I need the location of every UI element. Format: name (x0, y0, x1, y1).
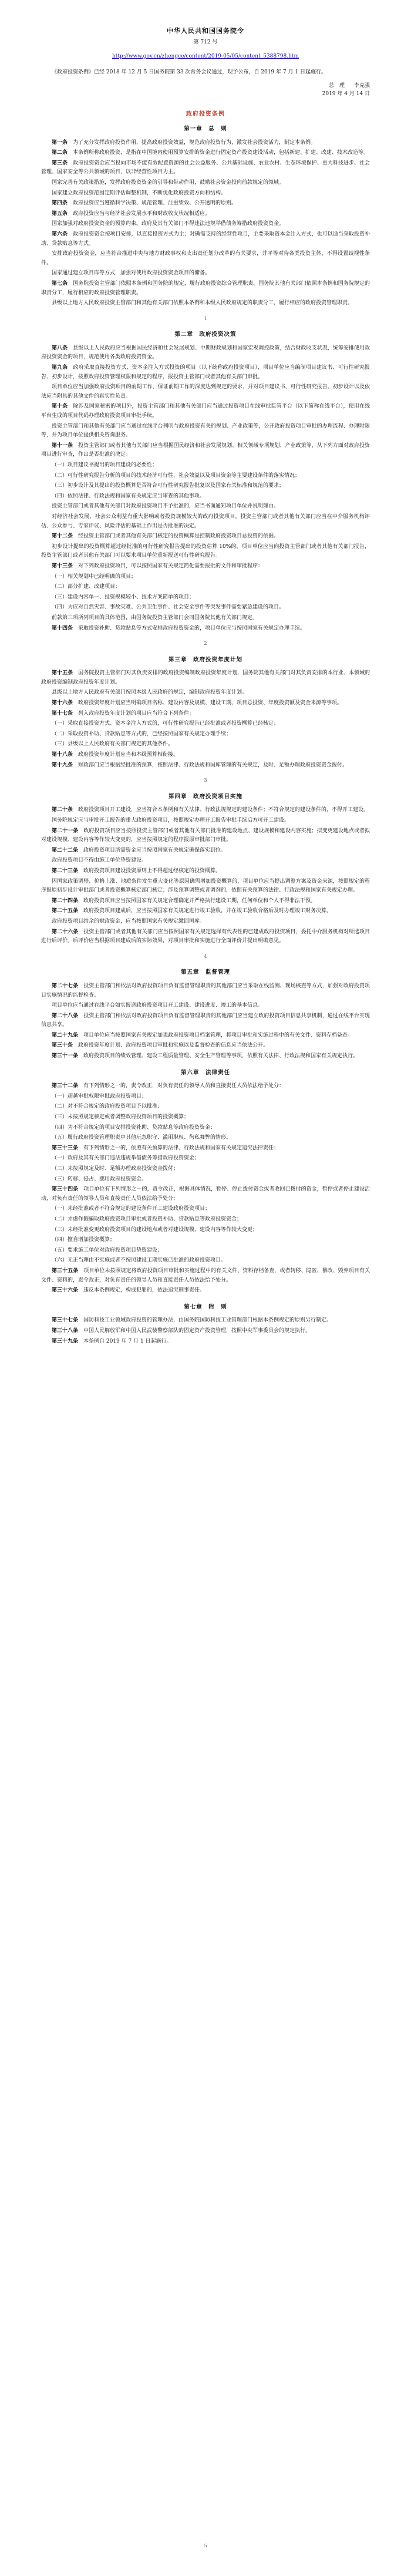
article-text: 项目单位未按照规定将政府投资项目审批和实施过程中的有关文件、资料存档备查，或者转移、隐匿、篡改、毁弃项目有关文件、资料的，责令改正，对负有责任的领导人员和直接责任人员依法给予处分。 (41, 1267, 370, 1283)
article-text: 项目单位应当按照国家有关规定加强政府投资项目档案管理，将项目审批和实施过程中的有关文件、资料存档备查。 (83, 1032, 353, 1038)
list-item (41, 1113, 370, 1122)
article-number: 第二十四条 (52, 897, 84, 904)
article-paragraph (41, 897, 370, 906)
article-text: （一）超越审批权限审批政府投资项目； (52, 1093, 147, 1099)
article-paragraph (41, 1082, 370, 1091)
article-number: 第三十六条 (52, 1287, 84, 1294)
article-text: 政府投资项目不得由施工单位垫资建设。 (52, 857, 147, 864)
list-item (41, 472, 370, 481)
article-text: （一）相关规划中已经明确的项目； (52, 573, 137, 580)
article-number: 第二十八条 (52, 1013, 84, 1019)
article-number: 第二十六条 (52, 929, 84, 935)
article-number: 第三十四条 (52, 1186, 84, 1193)
article-text: 国务院规定应当审批开工报告的重大政府投资项目，按照规定办理开工报告审批手续后方可开工建设。 (52, 818, 290, 823)
article-number: 第三十三条 (52, 1145, 84, 1151)
article-number: 第七条 (52, 280, 73, 287)
article-text: （三）县级以上人民政府有关部门规定的其他条件。 (52, 741, 174, 748)
document-body (41, 125, 370, 1346)
list-item (41, 1134, 370, 1143)
article-number: 第三十八条 (52, 1327, 84, 1334)
article-number: 第二十五条 (52, 908, 84, 914)
article-text: 列入政府投资年度计划的项目应当符合下列条件： (78, 710, 195, 717)
article-paragraph (41, 442, 370, 460)
list-item (41, 1205, 370, 1214)
article-paragraph (41, 220, 370, 229)
list-item (41, 1175, 370, 1185)
article-text: 经投资主管部门或者其他有关部门核定的投资概算是控制政府投资项目总投资的依据。 (78, 533, 279, 540)
article-text: 县级以上地方人民政府有关部门按照本级人民政府的规定，编制政府投资年度计划。 (52, 690, 248, 696)
article-text: （二）可行性研究报告分析的项目的技术经济可行性、社会效益以及项目资金等主要建设条件的落实情况； (52, 472, 301, 479)
article-paragraph (41, 502, 370, 512)
article-paragraph (41, 1267, 370, 1285)
article-text: 政府投资项目的绩效管理、建设工程质量管理、安全生产管理等事项，依照有关法律、行政法规和国家有关规定执行。 (83, 1053, 359, 1060)
article-text: 项目单位有下列情形之一的，责令改正，根据具体情况，暂停、停止拨付资金或者收回已拨付的资金，暂停或者停止建设活动，对负有责任的领导人员和直接责任人员依法给予处分： (41, 1186, 370, 1202)
article-number: 第二十条 (52, 807, 79, 813)
article-number: 第二条 (52, 150, 73, 156)
list-item (41, 719, 370, 729)
article-paragraph (41, 1001, 370, 1011)
article-number: 第三十七条 (52, 1317, 84, 1324)
article-text: （四）擅自增加投资概算； (52, 1237, 116, 1243)
article-number: 第三条 (52, 160, 73, 166)
chapter-heading: 第四章 政府投资项目实施 (168, 793, 242, 800)
article-text: （三）未经批准变更政府投资项目的建设地点或者对建设规模、建设内容等作较大变更； (52, 1226, 258, 1233)
article-text: （三）初步设计及其提出的投资概算是否符合可行性研究报告批复以及国家有关标准和规范的要求； (52, 483, 285, 489)
article-number: 第十六条 (52, 700, 79, 707)
signer-role: 总 理 (328, 83, 345, 89)
article-paragraph (41, 250, 370, 268)
article-paragraph (41, 210, 370, 219)
header (0, 0, 411, 60)
article-number: 第三十条 (52, 1042, 79, 1049)
article-paragraph (41, 230, 370, 248)
chapter-heading: 第五章 监督管理 (180, 969, 230, 976)
list-item (41, 1102, 370, 1112)
list-item (41, 740, 370, 749)
article-text: 投资主管部门或者其他有关部门对政府投资项目不予批准的，应当书面通知项目单位并说明理由。 (52, 503, 279, 510)
article-number: 第十一条 (52, 442, 79, 449)
article-number: 第六条 (52, 231, 73, 237)
article-paragraph (41, 383, 370, 401)
article-text: 政府投资项目建成后，应当按照国家有关规定进行竣工验收，并在竣工验收合格后及时办理竣工财务决算。 (83, 908, 332, 914)
article-number: 第九条 (52, 365, 73, 371)
list-item (41, 492, 370, 502)
article-paragraph (41, 513, 370, 531)
article-text: （三）建设内容单一、投资规模较小、技术方案简单的项目； (52, 594, 195, 600)
article-text: （一）未经批准或者不符合规定的建设条件开工建设政府投资项目； (52, 1206, 211, 1212)
article-text: 国家完善有关政策措施，发挥政府投资资金的引导和带动作用，鼓励社会资金投向前款规定的领域。 (52, 179, 285, 186)
article-text: （三）未按照规定核定或者调整政府投资项目的投资概算； (52, 1114, 190, 1121)
article-paragraph (41, 1052, 370, 1061)
article-paragraph (41, 624, 370, 634)
article-paragraph (41, 422, 370, 440)
article-number: 第一条 (52, 139, 73, 146)
article-text: 政府投资项目所需资金应当按照国家有关规定确保落实到位。 (83, 847, 227, 853)
article-number: 第十七条 (52, 710, 79, 717)
article-paragraph (41, 149, 370, 158)
list-item (41, 1246, 370, 1256)
article-paragraph (41, 543, 370, 561)
article-text: 财政部门应当根据经批准的预算，按照法律、行政法规和国库管理的有关规定，及时、足额办理政府投资资金拨付。 (78, 762, 348, 768)
sign-date: 2019 年 4 月 14 日 (322, 91, 370, 97)
article-paragraph (41, 199, 370, 208)
article-text: 对经济社会发展、社会公众利益有重大影响或者投资规模较大的政府投资项目，投资主管部门或者其他有关部门应当在中介服务机构评估、公众参与、专家评议、风险评估的基础上作出是否批准的决定。 (41, 513, 370, 529)
article-paragraph (41, 269, 370, 278)
article-paragraph (41, 159, 370, 177)
article-number: 第十九条 (52, 762, 79, 768)
article-paragraph (41, 299, 370, 308)
article-paragraph (41, 1327, 370, 1336)
article-text: 国务院投资主管部门对其负责安排的政府投资编制政府投资年度计划，国务院其他有关部门对其负责安排的本行业、本领域的政府投资编制政府投资年度计划。 (41, 670, 370, 685)
article-text: 本条例自 2019 年 7 月 1 日起施行。 (83, 1338, 172, 1344)
list-item (41, 730, 370, 739)
article-text: （二）未按照规定及时、足额办理政府投资资金拨付； (52, 1166, 179, 1172)
article-text: 投资主管部门或者其他有关部门应当根据国民经济和社会发展规划、相关领域专项规划、产业政策等，从下列方面对政府投资项目进行审查，作出是否批准的决定： (41, 442, 370, 458)
page-number: 3 (204, 778, 207, 783)
article-paragraph (41, 669, 370, 687)
article-text: 中国人民解放军和中国人民武装警察部队的固定资产投资管理，按照中央军事委员会的规定执行。 (83, 1327, 311, 1334)
article-number: 第三十二条 (52, 1083, 84, 1089)
article-text: （四）依照法律、行政法规和国家有关规定应当审查的其他事项。 (52, 493, 206, 499)
article-paragraph (41, 806, 370, 815)
article-paragraph (41, 402, 370, 421)
article-text: 项目单位应当通过在线平台如实报送政府投资项目开工建设、建设进度、竣工的基本信息。 (52, 1003, 264, 1009)
page-number: 2 (204, 641, 207, 647)
article-paragraph (41, 614, 370, 623)
article-number: 第十条 (52, 403, 73, 410)
chapter-heading: 第一章 总 则 (184, 126, 227, 132)
article-text: 有下列情形之一的，依照有关预算的法律、行政法规和国家有关规定追究法律责任： (83, 1145, 279, 1151)
article-paragraph (41, 1031, 370, 1041)
article-text: 政府投资项目应当按照国家有关规定合理确定并严格执行建设工期，任何单位和个人不得非法干预。 (83, 897, 316, 904)
article-text: 为了充分发挥政府投资作用，提高政府投资效益，规范政府投资行为，激发社会投资活力，制定本条例。 (73, 139, 316, 146)
list-item (41, 573, 370, 582)
article-number: 第八条 (52, 345, 73, 351)
article-number: 第五条 (52, 210, 73, 217)
article-paragraph (41, 761, 370, 771)
article-paragraph (41, 877, 370, 896)
article-text: 投资主管部门或者其他有关部门应当按照国家有关规定选择有代表性的已建成政府投资项目，委托中介服务机构对所选项目进行后评价。后评价应当根据项目建成后的实际效果，对项目审批和实施进行全面评价并提出明确意见。 (41, 929, 370, 944)
article-text: 国家加强对政府投资资金的预算约束。政府及其有关部门不得违法违规举借债务筹措政府投资资金。 (52, 221, 285, 227)
article-text: 因国家政策调整、价格上涨、地质条件发生重大变化等原因确需增加投资概算的，项目单位应当提出调整方案及资金来源，按照规定的程序报原初步设计审批部门或者投资概算核定部门核定；涉及预算调整或者调剂的，依照有关预算的法律、行政法规和国家有关规定办理。 (41, 878, 370, 894)
article-text: 国家通过建立项目库等方式，加强对使用政府投资资金项目的储备。 (52, 270, 211, 277)
article-paragraph (41, 688, 370, 698)
article-paragraph (41, 1185, 370, 1203)
article-paragraph (41, 179, 370, 188)
article-text: （五）履行政府投资管理职责中其他玩忽职守、滥用职权、徇私舞弊的情形。 (52, 1135, 232, 1141)
list-item (41, 461, 370, 470)
article-paragraph (41, 699, 370, 708)
decree-number: 第 712 号 (193, 39, 218, 45)
list-item (41, 1236, 370, 1245)
article-number: 第二十九条 (52, 1032, 84, 1038)
article-text: （六）无正当理由不实施或者不按照建设工期实施已批准的政府投资项目。 (52, 1257, 227, 1264)
signer-name: 李克强 (353, 83, 370, 89)
chapter-heading: 第三章 政府投资年度计划 (168, 656, 242, 663)
article-paragraph (41, 917, 370, 927)
list-item (41, 1124, 370, 1133)
list-item (41, 1165, 370, 1174)
article-text: 政府采取直接投资方式、资本金注入方式投资的项目（以下统称政府投资项目），项目单位应当编制项目建议书、可行性研究报告、初步设计，按照政府投资管理权限和规定的程序，报投资主管部门或者其他有关部门审批。 (41, 365, 370, 380)
list-item (41, 603, 370, 613)
article-text: 县级以上地方人民政府投资主管部门和其他有关部门依照本条例和本级人民政府规定的职责分工，履行相应的政府投资管理职责。 (52, 300, 353, 307)
list-item (41, 482, 370, 491)
article-text: 有下列情形之一的，责令改正，对负有责任的领导人员和直接责任人员依法给予处分： (83, 1083, 285, 1089)
article-paragraph (41, 139, 370, 148)
article-text: 政府投资项目建设投资原则上不得超过经核定的投资概算。 (83, 867, 221, 874)
source-link[interactable]: http://www.gov.cn/zhengce/content/2019-05/05/content_5388798.htm (112, 53, 299, 59)
article-text: 政府投资应当与经济社会发展水平和财政收支状况相适应。 (73, 210, 211, 217)
article-text: 安排政府投资资金，应当符合推进中央与地方财政事权和支出责任划分改革的有关要求，并平等对待各类投资主体，不得设置歧视性条件。 (41, 251, 370, 266)
article-paragraph (41, 867, 370, 876)
article-paragraph (41, 364, 370, 382)
article-paragraph (41, 1144, 370, 1154)
article-paragraph (41, 280, 370, 298)
article-text: 政府投资年度计划、政府投资项目审批和实施以及监督检查的信息应当依法公开。 (78, 1042, 269, 1049)
article-paragraph (41, 856, 370, 866)
article-text: （二）弄虚作假骗取政府投资项目审批或者投资补助、贷款贴息等政府投资资金； (52, 1216, 242, 1222)
article-number: 第十三条 (52, 563, 79, 569)
article-paragraph (41, 189, 370, 199)
article-text: 除涉及国家秘密的项目外，投资主管部门和其他有关部门应当通过投资项目在线审批监管平台（以下简称在线平台），使用在线平台生成的项目代码办理政府投资项目审批手续。 (41, 403, 370, 419)
article-paragraph (41, 928, 370, 946)
page-number: 5 (204, 2543, 207, 2548)
article-text: 投资主管部门和依法对政府投资项目负有监督管理职责的其他部门应当采取在线监测、现场核查等方式，加强对政府投资项目实施情况的监督检查。 (41, 983, 370, 998)
list-item (41, 1092, 370, 1102)
article-number: 第三十九条 (52, 1338, 84, 1344)
article-text: 国防科技工业领域政府投资的管理办法，由国务院国防科技工业管理部门根据本条例规定的原则另行制定。 (83, 1317, 332, 1324)
article-paragraph (41, 344, 370, 362)
article-text: 投资主管部门和依法对政府投资项目负有监督管理职责的其他部门应当建立政府投资项目信息共享机制，通过在线平台实现信息共享。 (41, 1013, 370, 1028)
article-text: （五）要求施工单位对政府投资项目垫资建设； (52, 1247, 163, 1253)
article-text: （二）部分扩建、改建项目； (52, 584, 121, 590)
list-item (41, 1215, 370, 1225)
article-paragraph (41, 709, 370, 719)
article-text: 政府投资项目结余的财政资金，应当按照国家有关规定缴回国库。 (52, 918, 206, 924)
document-title: 政府投资条例 (186, 111, 225, 117)
article-paragraph (41, 1041, 370, 1051)
article-number: 第四条 (52, 200, 73, 207)
article-paragraph (41, 1337, 370, 1347)
list-item (41, 583, 370, 592)
article-text: 国务院投资主管部门依照本条例和国务院的规定，履行政府投资综合管理职责。国务院其他有关部门依照本条例和国务院规定的职责分工，履行相应的政府投资管理职责。 (41, 280, 370, 296)
article-text: 政府投资项目应当按照投资主管部门或者其他有关部门批准的建设地点、建设规模和建设内容实施；拟变更建设地点或者拟对建设规模、建设内容等作较大变更的，应当按照规定的程序报原审批部门审批。 (41, 828, 370, 843)
article-paragraph (41, 1316, 370, 1326)
article-number: 第十四条 (52, 625, 79, 631)
decree-title: 中华人民共和国国务院令 (167, 27, 244, 35)
article-text: 国家建立政府投资范围定期评估调整机制，不断优化政府投资方向和结构。 (52, 190, 227, 196)
article-text: 政府投资资金按项目安排，以直接投资方式为主；对确需支持的经营性项目，主要采取资本金注入方式，也可以适当采取投资补助、贷款贴息等方式。 (41, 231, 370, 247)
article-text: （一）采取直接投资方式、资本金注入方式的，可行性研究报告已经批准或者投资概算已经核定； (52, 721, 279, 727)
list-item (41, 593, 370, 603)
article-paragraph (41, 532, 370, 542)
article-text: 初步设计提出的投资概算超过经批准的可行性研究报告提出的投资估算 10%的，项目单位应当向投资主管部门或者其他有关部门报告，投资主管部门或者其他有关部门可以要求项目单位重新报送可行性研究报告。 (41, 543, 370, 559)
intro-paragraph: 《政府投资条例》已经 2018 年 12 月 5 日国务院第 33 次常务会议通过，现予公布，自 2019 年 7 月 1 日起施行。 (52, 69, 326, 75)
page-number: 4 (204, 953, 207, 959)
article-paragraph (41, 816, 370, 826)
article-paragraph (41, 846, 370, 856)
chapter-heading: 第七章 附 则 (184, 1303, 227, 1310)
signature-block (41, 82, 370, 98)
article-number: 第三十五条 (52, 1267, 84, 1274)
article-paragraph (41, 751, 370, 760)
article-number: 第十二条 (52, 533, 79, 540)
article-paragraph (41, 1012, 370, 1030)
article-text: （四）为应对自然灾害、事故灾难、公共卫生事件、社会安全事件等突发事件需要紧急建设的项目。 (52, 604, 285, 611)
article-text: 政府投资资金应当投向市场不能有效配置资源的社会公益服务、公共基础设施、农业农村、生态环境保护、重大科技进步、社会管理、国家安全等公共领域的项目，以非经营性项目为主。 (41, 160, 370, 176)
article-paragraph (41, 907, 370, 916)
article-text: 对下列政府投资项目，可以按照国家有关规定简化需要报批的文件和审批程序： (78, 563, 264, 569)
list-item (41, 1256, 370, 1266)
article-text: 县级以上人民政府应当根据国民经济和社会发展规划、中期财政规划和国家宏观调控政策，结合财政收支状况，统筹安排使用政府投资资金的项目，规范使用各类政府投资资金。 (41, 345, 370, 361)
article-number: 第十五条 (52, 670, 79, 677)
article-paragraph (41, 827, 370, 845)
list-item (41, 1154, 370, 1163)
article-paragraph (41, 982, 370, 1000)
chapter-heading: 第六章 法律责任 (180, 1069, 230, 1076)
article-text: 前款第三项所列项目的具体范围，由国务院投资主管部门会同国务院其他有关部门规定。 (52, 614, 258, 621)
article-text: （二）采取投资补助、贷款贴息等方式的，已经按照国家有关规定办理手续； (52, 731, 232, 737)
article-number: 第十八条 (52, 752, 79, 758)
article-text: （一）项目建议书提出的项目建设的必要性； (52, 462, 158, 468)
article-text: （一）政府及其有关部门违法违规举借债务筹措政府投资资金； (52, 1155, 200, 1162)
article-text: 政府投资应当遵循科学决策、规范管理、注重绩效、公开透明的原则。 (73, 200, 237, 207)
article-text: （四）为不符合规定的项目安排投资补助、贷款贴息等政府投资资金； (52, 1124, 216, 1131)
article-text: 政府投资年度计划应当明确项目名称、建设内容及规模、建设工期、项目总投资、年度投资额及资金来源等事项。 (78, 700, 343, 707)
article-text: 项目单位应当加强政府投资项目的前期工作，保证前期工作的深度达到规定的要求，并对项目建议书、可行性研究报告、初步设计以及依法应当附具的其他文件的真实性负责。 (41, 384, 370, 399)
article-text: 政府投资项目开工建设，应当符合本条例和有关法律、行政法规规定的建设条件；不符合规定的建设条件的，不得开工建设。 (78, 807, 369, 813)
article-text: （三）转移、侵占、挪用政府投资资金。 (52, 1176, 147, 1182)
article-text: 投资主管部门和其他有关部门应当通过在线平台列明与政府投资有关的规划、产业政策等，公开政府投资项目审批的办理流程、办理时限等，并为项目单位提供相关咨询服务。 (41, 423, 370, 439)
article-text: （二）对不符合规定的政府投资项目予以批准； (52, 1104, 163, 1110)
article-number: 第二十三条 (52, 867, 84, 874)
article-text: 本条例所称政府投资，是指在中国境内使用预算安排的资金进行固定资产投资建设活动，包括新建、扩建、改建、技术改造等。 (73, 150, 369, 156)
page-number: 1 (204, 315, 207, 321)
list-item (41, 1226, 370, 1235)
article-paragraph (41, 562, 370, 571)
chapter-heading: 第二章 政府投资决策 (174, 331, 237, 338)
article-number: 第二十一条 (52, 828, 84, 834)
article-text: 采取投资补助、贷款贴息等方式安排政府投资资金的，项目单位应当按照国家有关规定办理手续。 (78, 625, 306, 631)
article-number: 第二十七条 (52, 983, 84, 989)
article-text: 政府投资年度计划应当和本级预算相衔接。 (78, 752, 179, 758)
article-number: 第二十二条 (52, 847, 84, 853)
article-paragraph (41, 1286, 370, 1296)
article-text: 违反本条例规定，构成犯罪的，依法追究刑事责任。 (83, 1287, 206, 1294)
article-number: 第三十一条 (52, 1053, 84, 1060)
